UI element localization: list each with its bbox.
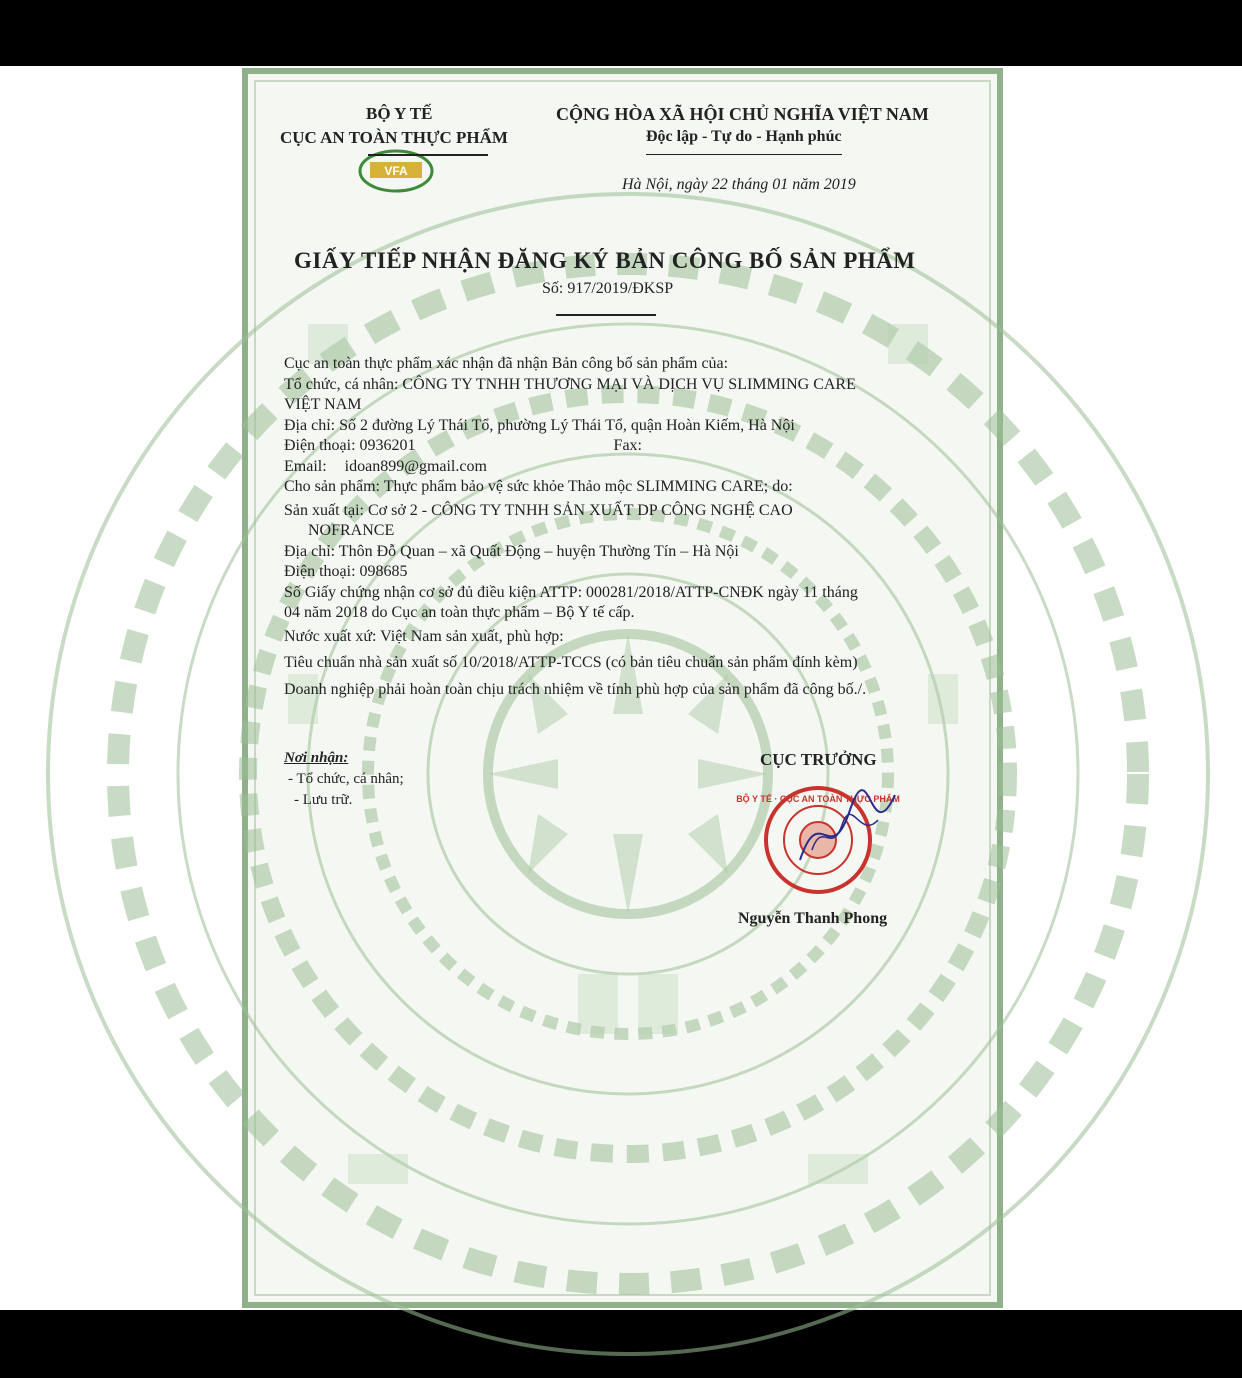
official-seal-stamp bbox=[736, 780, 900, 900]
organization-fax: Fax: bbox=[613, 437, 642, 454]
right-header-rule bbox=[646, 154, 842, 155]
product-line: Cho sản phẩm: Thực phẩm bảo vệ sức khỏe Thảo mộc SLIMMING CARE; do: bbox=[284, 478, 793, 495]
certificate-document bbox=[242, 68, 1003, 1308]
document-title: GIẤY TIẾP NHẬN ĐĂNG KÝ BẢN CÔNG BỐ SẢN PHẨM bbox=[294, 248, 916, 273]
signer-role: CỤC TRƯỞNG bbox=[760, 750, 877, 769]
origin-line: Nước xuất xứ: Việt Nam sản xuất, phù hợp: bbox=[284, 627, 564, 645]
intro-line: Cục an toàn thực phẩm xác nhận đã nhận Bản công bố sản phẩm của: bbox=[284, 355, 729, 372]
manufacturer-line-cont: NOFRANCE bbox=[308, 522, 395, 539]
manufacturer-line: Sản xuất tại: Cơ sở 2 - CÔNG TY TNHH SẢN XUẤT DP CÔNG NGHỆ CAO bbox=[284, 501, 793, 519]
recipients-title: Nơi nhận: bbox=[284, 750, 349, 766]
recipient-item: - Tổ chức, cá nhân; bbox=[288, 771, 404, 787]
top-black-bar bbox=[0, 0, 1242, 66]
ministry-name: BỘ Y TẾ bbox=[366, 104, 433, 123]
responsibility-line: Doanh nghiệp phải hoàn toàn chịu trách nhiệm về tính phù hợp của sản phẩm đã công bố./. bbox=[284, 680, 867, 698]
email-value: idoan899@gmail.com bbox=[344, 457, 487, 475]
document-number: Số: 917/2019/ĐKSP bbox=[542, 280, 674, 297]
national-motto: Độc lập - Tự do - Hạnh phúc bbox=[646, 128, 842, 145]
certificate-line-cont: 04 năm 2018 do Cục an toàn thực phẩm – Bộ Y tế cấp. bbox=[284, 604, 635, 621]
organization-address: Địa chỉ: Số 2 đường Lý Thái Tổ, phường Lý Thái Tổ, quận Hoàn Kiếm, Hà Nội bbox=[284, 416, 795, 434]
vfa-logo-text: VFA bbox=[384, 164, 408, 178]
phone-fax-line bbox=[284, 436, 984, 457]
document-body bbox=[284, 354, 984, 700]
standard-line: Tiêu chuẩn nhà sản xuất số 10/2018/ATTP-TCCS (có bản tiêu chuẩn sản phẩm đính kèm) bbox=[284, 654, 858, 671]
recipient-item: - Lưu trữ. bbox=[294, 792, 353, 808]
certificate-line: Số Giấy chứng nhận cơ sở đủ điều kiện ATTP: 000281/2018/ATTP-CNĐK ngày 11 tháng bbox=[284, 583, 858, 601]
title-rule bbox=[556, 314, 656, 316]
issue-date: Hà Nội, ngày 22 tháng 01 năm 2019 bbox=[622, 176, 856, 193]
seal-text: BỘ Y TẾ · CỤC AN TOÀN THỰC PHẨM bbox=[736, 794, 900, 804]
email-line bbox=[284, 457, 984, 478]
organization-line-cont: VIỆT NAM bbox=[284, 396, 362, 413]
signer-name: Nguyễn Thanh Phong bbox=[738, 910, 888, 927]
left-header-rule bbox=[368, 154, 488, 156]
bottom-black-bar bbox=[0, 1310, 1242, 1378]
organization-phone: Điện thoại: 0936201 bbox=[284, 437, 416, 454]
country-name: CỘNG HÒA XÃ HỘI CHỦ NGHĨA VIỆT NAM bbox=[556, 104, 929, 124]
email-label: Email: bbox=[284, 457, 327, 475]
department-name: CỤC AN TOÀN THỰC PHẨM bbox=[280, 128, 508, 147]
manufacturer-address: Địa chỉ: Thôn Đỗ Quan – xã Quất Động – huyện Thường Tín – Hà Nội bbox=[284, 542, 739, 560]
manufacturer-phone: Điện thoại: 098685 bbox=[284, 563, 408, 580]
organization-line: Tổ chức, cá nhân: CÔNG TY TNHH THƯƠNG MẠI VÀ DỊCH VỤ SLIMMING CARE bbox=[284, 375, 856, 393]
